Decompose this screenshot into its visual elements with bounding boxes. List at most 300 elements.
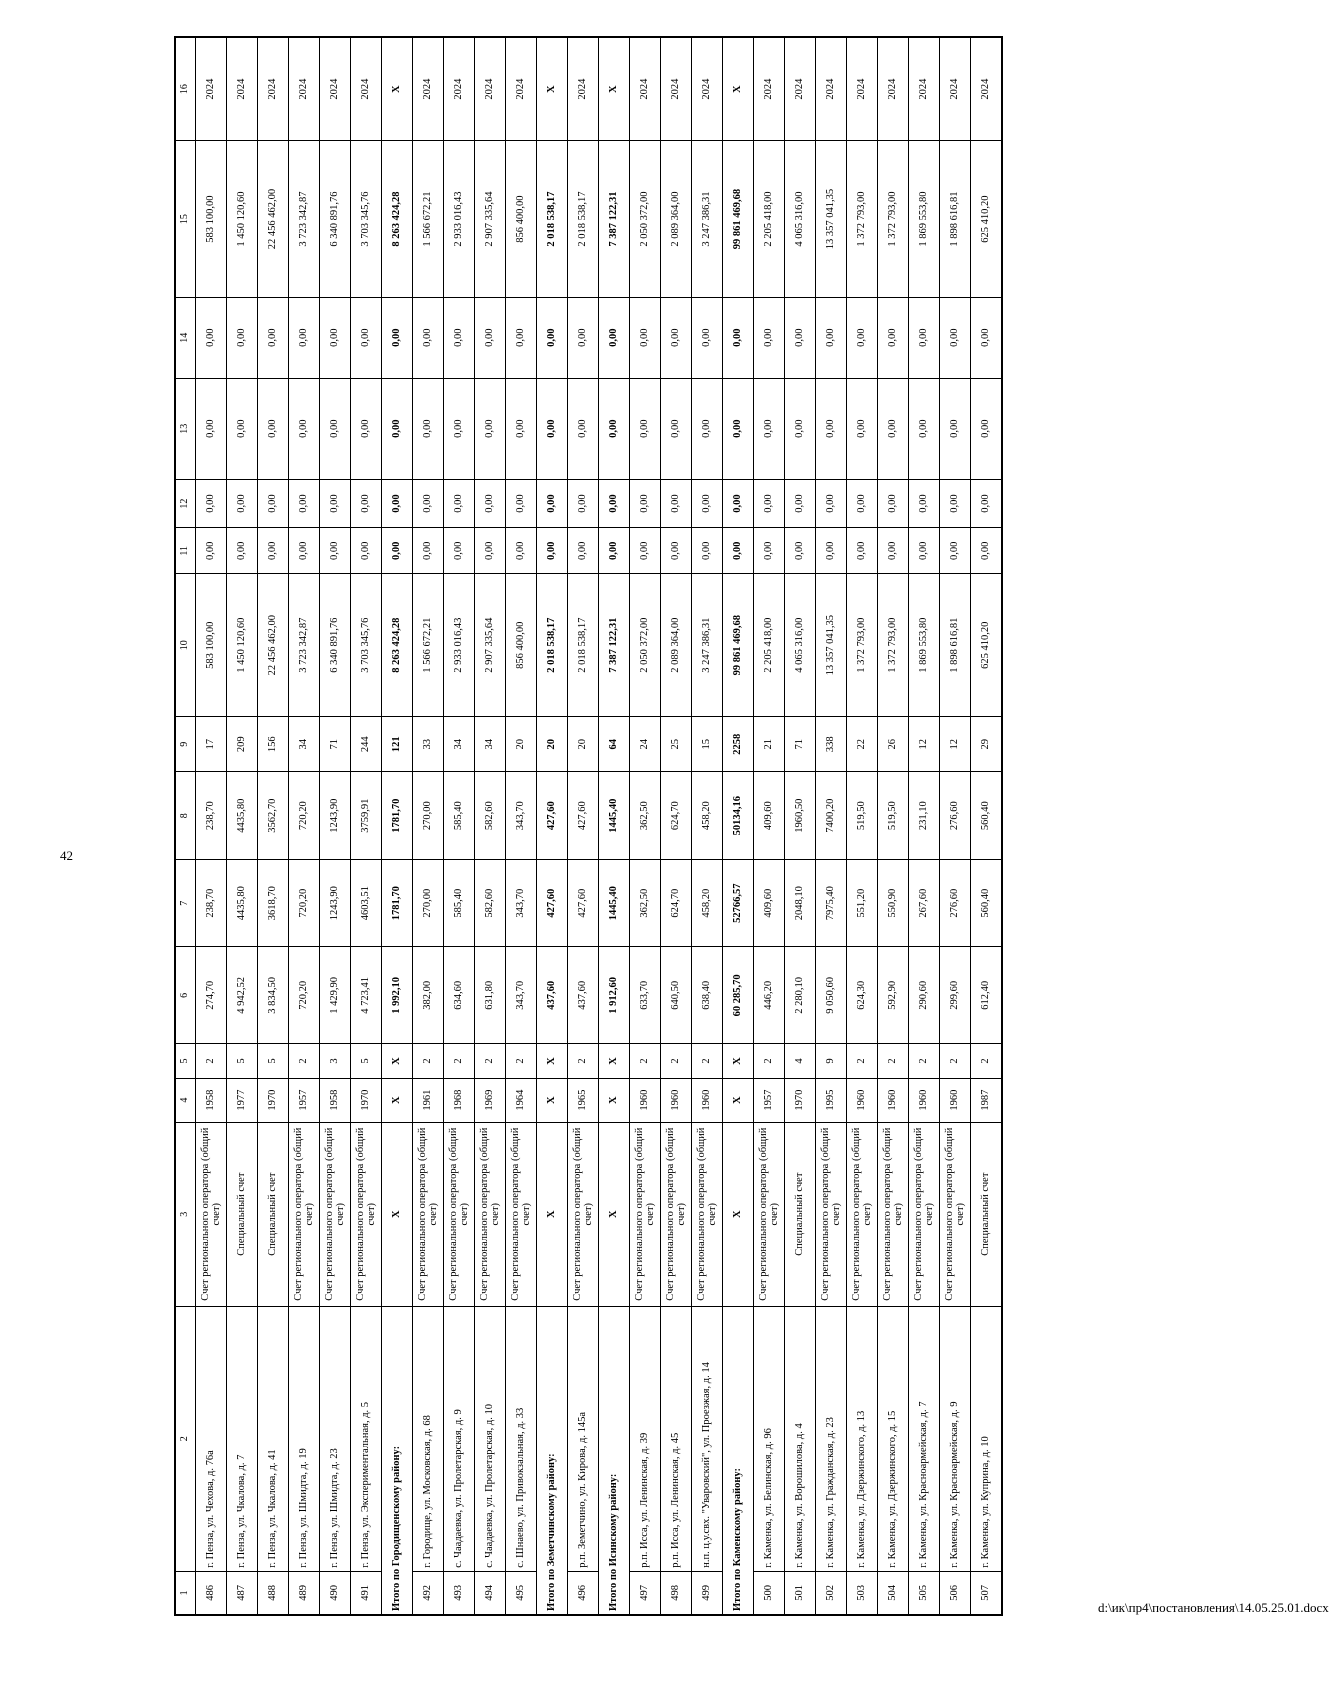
table-row xyxy=(878,37,909,1615)
table-cell: 0,00 xyxy=(723,528,754,574)
account-type-cell: Счет регионального оператора (общий счет) xyxy=(630,1122,661,1306)
table-cell: Х xyxy=(382,1044,413,1079)
table-cell: 550,90 xyxy=(878,859,909,947)
table-cell: 585,40 xyxy=(444,859,475,947)
table-cell: 26 xyxy=(878,717,909,772)
table-cell: 0,00 xyxy=(630,479,661,527)
table-cell: 0,00 xyxy=(816,479,847,527)
table-cell: 1964 xyxy=(506,1078,537,1122)
district-total-row xyxy=(599,37,630,1615)
table-cell: 498 xyxy=(661,1571,692,1615)
table-cell: 427,60 xyxy=(568,772,599,860)
table-cell: 9 050,60 xyxy=(816,947,847,1044)
table-cell: 0,00 xyxy=(506,528,537,574)
data-table-rotated xyxy=(174,36,1034,1616)
table-cell: 2024 xyxy=(568,37,599,141)
table-cell: 625 410,20 xyxy=(971,574,1003,717)
table-cell: 1243,90 xyxy=(320,772,351,860)
table-cell: 2 xyxy=(940,1044,971,1079)
table-cell: 1970 xyxy=(258,1078,289,1122)
table-cell: 1 372 793,00 xyxy=(847,574,878,717)
table-cell: 2 205 418,00 xyxy=(754,141,785,298)
table-cell: 2024 xyxy=(227,37,258,141)
table-cell: 0,00 xyxy=(816,297,847,378)
table-cell: 4 xyxy=(785,1044,816,1079)
column-number-header: 8 xyxy=(175,772,196,860)
table-cell: 50134,16 xyxy=(723,772,754,860)
table-cell: 1 912,60 xyxy=(599,947,630,1044)
table-cell: 1977 xyxy=(227,1078,258,1122)
table-cell: Х xyxy=(599,1078,630,1122)
table-cell: 2024 xyxy=(847,37,878,141)
column-number-header: 5 xyxy=(175,1044,196,1079)
table-cell: 0,00 xyxy=(475,378,506,479)
table-cell: 0,00 xyxy=(351,528,382,574)
table-cell: 519,50 xyxy=(847,772,878,860)
table-cell: 2024 xyxy=(816,37,847,141)
table-cell: 33 xyxy=(413,717,444,772)
table-cell: 2 xyxy=(630,1044,661,1079)
table-cell: 501 xyxy=(785,1571,816,1615)
address-cell: г. Каменка, ул. Дзержинского, д. 13 xyxy=(847,1306,878,1571)
account-type-cell: Счет регионального оператора (общий счет) xyxy=(754,1122,785,1306)
table-cell: 506 xyxy=(940,1571,971,1615)
address-cell: н.п. ц.у.свх. "Уваровский", ул. Проезжая, д. 14 xyxy=(692,1306,723,1571)
table-cell: 2 018 538,17 xyxy=(568,141,599,298)
address-cell: г. Пенза, ул. Чехова, д. 76а xyxy=(196,1306,227,1571)
table-cell: 503 xyxy=(847,1571,878,1615)
table-cell: 0,00 xyxy=(785,479,816,527)
table-cell: 362,50 xyxy=(630,772,661,860)
table-cell: 638,40 xyxy=(692,947,723,1044)
table-cell: 1 992,10 xyxy=(382,947,413,1044)
table-cell: 0,00 xyxy=(475,297,506,378)
table-cell: 2024 xyxy=(320,37,351,141)
district-total-row xyxy=(382,37,413,1615)
table-cell: 0,00 xyxy=(351,378,382,479)
table-cell: 276,60 xyxy=(940,772,971,860)
table-cell: 0,00 xyxy=(196,479,227,527)
table-cell: Х xyxy=(537,1122,568,1306)
table-body xyxy=(196,37,1003,1615)
column-number-header: 4 xyxy=(175,1078,196,1122)
footer-file-path: d:\ик\пр4\постановления\14.05.25.01.docx xyxy=(1098,1600,1329,1615)
table-cell: 276,60 xyxy=(940,859,971,947)
column-number-header: 16 xyxy=(175,37,196,141)
table-cell: 720,20 xyxy=(289,772,320,860)
account-type-cell: Счет регионального оператора (общий счет) xyxy=(568,1122,599,1306)
table-cell: 0,00 xyxy=(227,378,258,479)
table-cell: 0,00 xyxy=(909,528,940,574)
table-row xyxy=(568,37,599,1615)
table-cell: 64 xyxy=(599,717,630,772)
column-number-row xyxy=(175,37,196,1615)
table-cell: 0,00 xyxy=(723,297,754,378)
table-cell: 0,00 xyxy=(971,528,1003,574)
table-cell: 0,00 xyxy=(537,528,568,574)
table-cell: 0,00 xyxy=(444,297,475,378)
table-cell: 0,00 xyxy=(444,479,475,527)
table-cell: 0,00 xyxy=(227,479,258,527)
table-row xyxy=(816,37,847,1615)
table-cell: 0,00 xyxy=(785,528,816,574)
table-cell: 0,00 xyxy=(878,378,909,479)
table-cell: 8 263 424,28 xyxy=(382,574,413,717)
table-cell: 0,00 xyxy=(940,297,971,378)
table-cell: 3 247 386,31 xyxy=(692,141,723,298)
column-number-header: 12 xyxy=(175,479,196,527)
table-cell: 427,60 xyxy=(568,859,599,947)
table-cell: 0,00 xyxy=(816,378,847,479)
table-cell: 5 xyxy=(227,1044,258,1079)
table-cell: 502 xyxy=(816,1571,847,1615)
table-cell: 22 456 462,00 xyxy=(258,141,289,298)
column-number-header: 10 xyxy=(175,574,196,717)
table-cell: 2 xyxy=(692,1044,723,1079)
address-cell: с. Чаадаевка, ул. Пролетарская, д. 10 xyxy=(475,1306,506,1571)
table-cell: 0,00 xyxy=(568,297,599,378)
table-cell: 0,00 xyxy=(320,528,351,574)
table-cell: 3 703 345,76 xyxy=(351,574,382,717)
table-cell: 5 xyxy=(258,1044,289,1079)
table-cell: 2 xyxy=(754,1044,785,1079)
table-cell: 3759,91 xyxy=(351,772,382,860)
table-cell: 1 566 672,21 xyxy=(413,574,444,717)
table-cell: 1969 xyxy=(475,1078,506,1122)
table-cell: 0,00 xyxy=(413,378,444,479)
address-cell: с. Шнаево, ул. Привокзальная, д. 33 xyxy=(506,1306,537,1571)
table-cell: 270,00 xyxy=(413,772,444,860)
table-cell: 0,00 xyxy=(661,479,692,527)
table-cell: 0,00 xyxy=(909,378,940,479)
account-type-cell: Специальный счет xyxy=(971,1122,1003,1306)
table-cell: 0,00 xyxy=(878,297,909,378)
table-cell: 2024 xyxy=(475,37,506,141)
column-number-header: 7 xyxy=(175,859,196,947)
table-cell: 0,00 xyxy=(847,528,878,574)
table-cell: 0,00 xyxy=(320,297,351,378)
table-cell: 4603,51 xyxy=(351,859,382,947)
account-type-cell: Счет регионального оператора (общий счет) xyxy=(506,1122,537,1306)
table-cell: 0,00 xyxy=(940,528,971,574)
table-cell: 2024 xyxy=(661,37,692,141)
table-cell: 22 456 462,00 xyxy=(258,574,289,717)
table-cell: Х xyxy=(537,1078,568,1122)
capital-repair-table xyxy=(174,36,1003,1616)
account-type-cell: Счет регионального оператора (общий счет) xyxy=(661,1122,692,1306)
table-cell: 2024 xyxy=(785,37,816,141)
page-number: 42 xyxy=(60,848,73,863)
table-cell: 624,70 xyxy=(661,859,692,947)
address-cell: г. Пенза, ул. Экспериментальная, д. 5 xyxy=(351,1306,382,1571)
table-cell: 34 xyxy=(444,717,475,772)
table-cell: 458,20 xyxy=(692,859,723,947)
table-cell: 2024 xyxy=(289,37,320,141)
table-row xyxy=(754,37,785,1615)
table-cell: 2024 xyxy=(630,37,661,141)
table-cell: 24 xyxy=(630,717,661,772)
table-cell: 499 xyxy=(692,1571,723,1615)
table-cell: 0,00 xyxy=(475,479,506,527)
table-cell: 22 xyxy=(847,717,878,772)
table-cell: 0,00 xyxy=(537,297,568,378)
account-type-cell: Специальный счет xyxy=(785,1122,816,1306)
table-cell: 856 400,00 xyxy=(506,141,537,298)
table-cell: 612,40 xyxy=(971,947,1003,1044)
table-cell: 2 907 335,64 xyxy=(475,141,506,298)
table-cell: 504 xyxy=(878,1571,909,1615)
table-cell: 0,00 xyxy=(630,528,661,574)
table-cell: 585,40 xyxy=(444,772,475,860)
table-cell: 2 xyxy=(444,1044,475,1079)
table-cell: 1968 xyxy=(444,1078,475,1122)
total-label-cell: Итого по Городищенскому району: xyxy=(382,1306,413,1615)
table-cell: 12 xyxy=(940,717,971,772)
table-cell: 2 205 418,00 xyxy=(754,574,785,717)
account-type-cell: Счет регионального оператора (общий счет) xyxy=(692,1122,723,1306)
table-cell: 0,00 xyxy=(847,297,878,378)
table-cell: 13 357 041,35 xyxy=(816,574,847,717)
table-cell: 1445,40 xyxy=(599,859,630,947)
table-cell: 99 861 469,68 xyxy=(723,574,754,717)
table-cell: 1 898 616,81 xyxy=(940,574,971,717)
table-cell: 0,00 xyxy=(630,297,661,378)
table-cell: 244 xyxy=(351,717,382,772)
table-cell: 0,00 xyxy=(971,378,1003,479)
table-cell: 4 065 316,00 xyxy=(785,141,816,298)
table-cell: 1 566 672,21 xyxy=(413,141,444,298)
table-cell: 270,00 xyxy=(413,859,444,947)
table-cell: 1960 xyxy=(909,1078,940,1122)
table-cell: 1 898 616,81 xyxy=(940,141,971,298)
table-cell: 0,00 xyxy=(599,479,630,527)
account-type-cell: Счет регионального оператора (общий счет) xyxy=(475,1122,506,1306)
table-cell: Х xyxy=(599,37,630,141)
table-cell: 231,10 xyxy=(909,772,940,860)
table-cell: 1 450 120,60 xyxy=(227,141,258,298)
table-cell: 0,00 xyxy=(413,479,444,527)
table-row xyxy=(971,37,1003,1615)
address-cell: г. Городище, ул. Московская, д. 68 xyxy=(413,1306,444,1571)
table-cell: 8 263 424,28 xyxy=(382,141,413,298)
table-cell: 2258 xyxy=(723,717,754,772)
table-cell: 0,00 xyxy=(196,378,227,479)
table-cell: 1965 xyxy=(568,1078,599,1122)
table-cell: 2024 xyxy=(258,37,289,141)
table-cell: 17 xyxy=(196,717,227,772)
table-cell: 446,20 xyxy=(754,947,785,1044)
table-cell: 2024 xyxy=(692,37,723,141)
table-cell: 0,00 xyxy=(754,378,785,479)
table-cell: 34 xyxy=(289,717,320,772)
table-cell: 0,00 xyxy=(320,378,351,479)
table-cell: 592,90 xyxy=(878,947,909,1044)
table-cell: 0,00 xyxy=(661,378,692,479)
table-row xyxy=(847,37,878,1615)
total-label-cell: Итого по Каменскому району: xyxy=(723,1306,754,1615)
column-number-header: 9 xyxy=(175,717,196,772)
table-cell: Х xyxy=(723,37,754,141)
table-cell: 99 861 469,68 xyxy=(723,141,754,298)
table-cell: 209 xyxy=(227,717,258,772)
table-cell: 2024 xyxy=(940,37,971,141)
table-cell: 1960 xyxy=(878,1078,909,1122)
table-cell: 238,70 xyxy=(196,772,227,860)
table-cell: 0,00 xyxy=(413,528,444,574)
table-cell: 1960 xyxy=(692,1078,723,1122)
table-cell: 0,00 xyxy=(878,528,909,574)
table-cell: 631,80 xyxy=(475,947,506,1044)
table-cell: 343,70 xyxy=(506,772,537,860)
table-cell: 1995 xyxy=(816,1078,847,1122)
table-cell: 1 869 553,80 xyxy=(909,141,940,298)
table-cell: 1957 xyxy=(754,1078,785,1122)
table-cell: 2 089 364,00 xyxy=(661,141,692,298)
table-cell: 2 050 372,00 xyxy=(630,141,661,298)
account-type-cell: Счет регионального оператора (общий счет) xyxy=(351,1122,382,1306)
table-cell: 2024 xyxy=(196,37,227,141)
total-label-cell: Итого по Земетчинскому району: xyxy=(537,1306,568,1615)
table-cell: 71 xyxy=(785,717,816,772)
table-cell: Х xyxy=(723,1122,754,1306)
table-cell: 1 372 793,00 xyxy=(878,574,909,717)
table-cell: 0,00 xyxy=(320,479,351,527)
table-cell: 1781,70 xyxy=(382,772,413,860)
table-cell: 409,60 xyxy=(754,859,785,947)
table-cell: Х xyxy=(599,1044,630,1079)
table-row xyxy=(258,37,289,1615)
table-cell: 0,00 xyxy=(723,479,754,527)
table-cell: 3 xyxy=(320,1044,351,1079)
table-cell: 0,00 xyxy=(289,378,320,479)
table-cell: 299,60 xyxy=(940,947,971,1044)
table-cell: 0,00 xyxy=(227,528,258,574)
table-row xyxy=(196,37,227,1615)
table-cell: 2 050 372,00 xyxy=(630,574,661,717)
address-cell: р.п. Исса, ул. Ленинская, д. 39 xyxy=(630,1306,661,1571)
table-cell: 582,60 xyxy=(475,772,506,860)
table-cell: 0,00 xyxy=(599,378,630,479)
table-cell: 0,00 xyxy=(661,297,692,378)
address-cell: г. Каменка, ул. Ворошилова, д. 4 xyxy=(785,1306,816,1571)
table-cell: 0,00 xyxy=(289,528,320,574)
table-cell: 25 xyxy=(661,717,692,772)
table-row xyxy=(630,37,661,1615)
table-cell: 5 xyxy=(351,1044,382,1079)
table-cell: 1957 xyxy=(289,1078,320,1122)
table-cell: 488 xyxy=(258,1571,289,1615)
table-cell: 2024 xyxy=(506,37,537,141)
table-cell: 582,60 xyxy=(475,859,506,947)
table-cell: 2 xyxy=(661,1044,692,1079)
table-cell: 0,00 xyxy=(599,297,630,378)
table-cell: 0,00 xyxy=(475,528,506,574)
table-cell: 1960 xyxy=(661,1078,692,1122)
account-type-cell: Счет регионального оператора (общий счет) xyxy=(320,1122,351,1306)
table-cell: 0,00 xyxy=(847,479,878,527)
table-cell: 0,00 xyxy=(382,378,413,479)
table-cell: 2 018 538,17 xyxy=(537,141,568,298)
table-cell: 20 xyxy=(506,717,537,772)
table-cell: 720,20 xyxy=(289,859,320,947)
table-cell: 1958 xyxy=(196,1078,227,1122)
table-cell: 3562,70 xyxy=(258,772,289,860)
table-cell: 12 xyxy=(909,717,940,772)
table-cell: 0,00 xyxy=(351,479,382,527)
table-cell: Х xyxy=(382,37,413,141)
table-cell: 491 xyxy=(351,1571,382,1615)
table-cell: 2 089 364,00 xyxy=(661,574,692,717)
table-cell: 6 340 891,76 xyxy=(320,141,351,298)
table-cell: 0,00 xyxy=(258,528,289,574)
table-cell: 0,00 xyxy=(754,528,785,574)
table-cell: 1 869 553,80 xyxy=(909,574,940,717)
table-cell: 437,60 xyxy=(537,947,568,1044)
address-cell: г. Каменка, ул. Гражданская, д. 23 xyxy=(816,1306,847,1571)
table-cell: Х xyxy=(723,1044,754,1079)
table-cell: 0,00 xyxy=(506,378,537,479)
table-cell: 0,00 xyxy=(785,378,816,479)
table-cell: 2024 xyxy=(444,37,475,141)
table-cell: 121 xyxy=(382,717,413,772)
table-cell: 487 xyxy=(227,1571,258,1615)
table-cell: 343,70 xyxy=(506,947,537,1044)
column-number-header: 11 xyxy=(175,528,196,574)
account-type-cell: Счет регионального оператора (общий счет) xyxy=(909,1122,940,1306)
address-cell: г. Пенза, ул. Чкалова, д. 41 xyxy=(258,1306,289,1571)
table-cell: 0,00 xyxy=(537,479,568,527)
address-cell: г. Каменка, ул. Дзержинского, д. 15 xyxy=(878,1306,909,1571)
table-cell: 2 xyxy=(971,1044,1003,1079)
district-total-row xyxy=(723,37,754,1615)
table-cell: 0,00 xyxy=(816,528,847,574)
table-cell: 7 387 122,31 xyxy=(599,141,630,298)
table-cell: Х xyxy=(537,1044,568,1079)
table-cell: 2024 xyxy=(413,37,444,141)
account-type-cell: Счет регионального оператора (общий счет) xyxy=(878,1122,909,1306)
table-cell: 7400,20 xyxy=(816,772,847,860)
table-cell: 2 018 538,17 xyxy=(537,574,568,717)
table-cell: 1958 xyxy=(320,1078,351,1122)
account-type-cell: Специальный счет xyxy=(258,1122,289,1306)
table-cell: 0,00 xyxy=(723,378,754,479)
table-cell: 490 xyxy=(320,1571,351,1615)
table-cell: 492 xyxy=(413,1571,444,1615)
table-cell: 634,60 xyxy=(444,947,475,1044)
account-type-cell: Счет регионального оператора (общий счет) xyxy=(940,1122,971,1306)
table-cell: 495 xyxy=(506,1571,537,1615)
table-cell: 0,00 xyxy=(568,528,599,574)
account-type-cell: Счет регионального оператора (общий счет) xyxy=(289,1122,320,1306)
table-cell: 2 xyxy=(289,1044,320,1079)
table-cell: 2024 xyxy=(971,37,1003,141)
table-cell: 1987 xyxy=(971,1078,1003,1122)
column-number-header: 1 xyxy=(175,1571,196,1615)
table-cell: 0,00 xyxy=(568,479,599,527)
table-cell: 0,00 xyxy=(661,528,692,574)
table-cell: Х xyxy=(537,37,568,141)
table-cell: Х xyxy=(723,1078,754,1122)
table-cell: 640,50 xyxy=(661,947,692,1044)
table-cell: 4 065 316,00 xyxy=(785,574,816,717)
table-cell: 2024 xyxy=(878,37,909,141)
table-cell: 4435,80 xyxy=(227,859,258,947)
table-cell: 1960 xyxy=(940,1078,971,1122)
column-number-header: 3 xyxy=(175,1122,196,1306)
table-row xyxy=(661,37,692,1615)
table-cell: 156 xyxy=(258,717,289,772)
table-cell: 437,60 xyxy=(568,947,599,1044)
